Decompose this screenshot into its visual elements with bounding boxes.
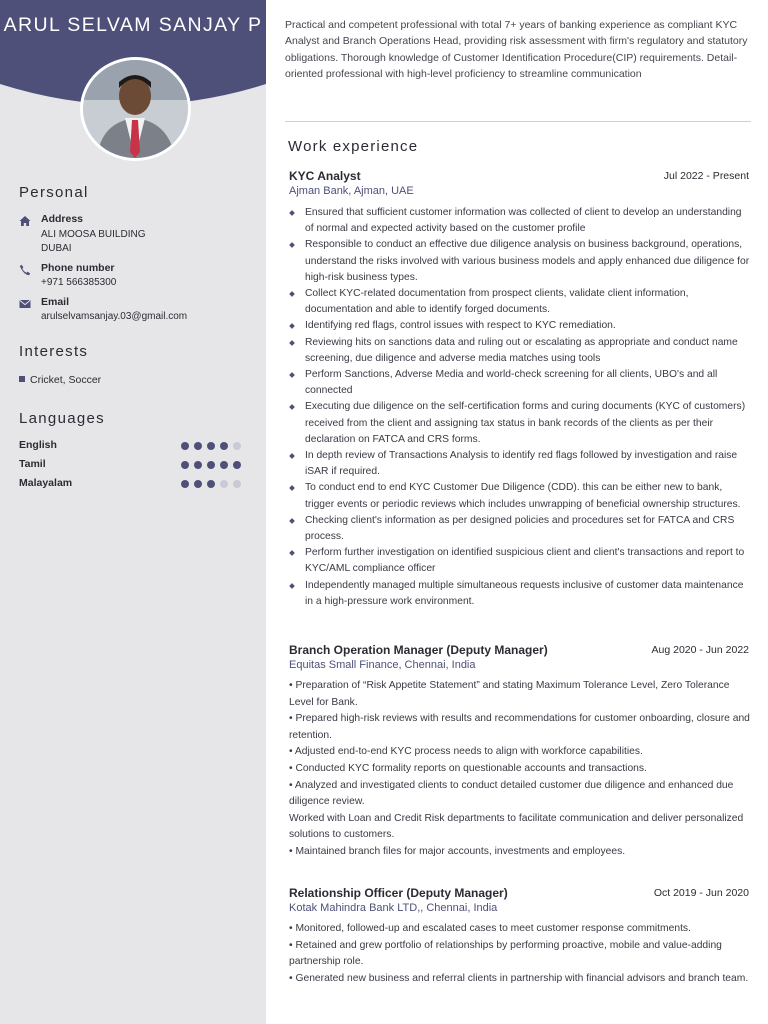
address-line-2: DUBAI xyxy=(41,243,72,254)
list-item: Ensured that sufficient customer information was collected of client to develop an understanding of normal and expected activity based on the customer profile xyxy=(289,205,751,237)
level-dot-filled xyxy=(207,461,215,469)
list-item: Perform further investigation on identified suspicious client and client's transactions and report to KYC/AML compliance officer xyxy=(289,545,751,577)
candidate-name: ARUL SELVAM SANJAY P xyxy=(3,14,263,36)
address-label: Address xyxy=(41,213,84,225)
list-item: • Maintained branch files for major accounts, investments and employees. xyxy=(289,845,626,857)
list-item: • Conducted KYC formality reports on questionable accounts and transactions. xyxy=(289,762,647,774)
list-item: Checking client's information as per designed policies and procedures set for FATCA and CRS process. xyxy=(289,513,751,545)
list-item: • Adjusted end-to-end KYC process needs to align with workforce capabilities. xyxy=(289,746,643,758)
list-item: • Preparation of “Risk Appetite Statement” and stating Maximum Tolerance Level, Zero Tolerance Level for Bank. xyxy=(289,680,730,708)
list-item: Independently managed multiple simultaneous requests inclusive of customer data maintenance in a high-pressure work environment. xyxy=(289,578,751,610)
interests-title: Interests xyxy=(19,343,89,360)
level-dot-empty xyxy=(220,480,228,488)
list-item: Perform Sanctions, Adverse Media and world-check screening for all clients, UBO's and all connected xyxy=(289,367,751,399)
job-title: KYC Analyst xyxy=(289,169,361,183)
level-dot-filled xyxy=(181,461,189,469)
job-bullets xyxy=(289,205,751,610)
job-description xyxy=(289,678,751,861)
list-item: Executing due diligence on the self-certification forms and curing documents (KYC of customers) received from the client and assigning tax status in bank records of the clients as per their declaration on FATCA and CRS forms. xyxy=(289,399,751,448)
diamond-bullet-icon xyxy=(289,324,295,330)
diamond-bullet-icon xyxy=(289,210,295,216)
diamond-bullet-icon xyxy=(289,291,295,297)
job-date: Aug 2020 - Jun 2022 xyxy=(651,644,749,656)
phone-value[interactable]: +971 566385300 xyxy=(41,277,117,288)
email-label: Email xyxy=(41,296,70,308)
list-item: In depth review of Transactions Analysis to identify red flags followed by investigation and raise iSAR if required. xyxy=(289,448,751,480)
main-content xyxy=(266,0,768,1024)
level-dot-filled xyxy=(181,480,189,488)
list-item: Responsible to conduct an effective due diligence analysis on business background, operations, understand the risks involved with various business models and apply enhanced due diligence for high-risk business types. xyxy=(289,237,751,286)
job-organization: Ajman Bank, Ajman, UAE xyxy=(289,185,414,197)
job-description xyxy=(289,921,751,987)
language-tamil xyxy=(19,458,241,472)
list-item: Collect KYC-related documentation from prospect clients, validate client information, documentation and able to identify forged documents. xyxy=(289,286,751,318)
diamond-bullet-icon xyxy=(289,583,295,589)
level-dot-filled xyxy=(233,461,241,469)
home-icon xyxy=(19,215,31,227)
profile-photo xyxy=(80,57,191,161)
job-title: Branch Operation Manager (Deputy Manager) xyxy=(289,643,548,657)
email-value[interactable]: arulselvamsanjay.03@gmail.com xyxy=(41,311,188,322)
language-english xyxy=(19,439,241,453)
bullet-square-icon xyxy=(19,376,25,382)
list-item: • Retained and grew portfolio of relationships by performing proactive, mobile and value-adding partnership role. xyxy=(289,939,722,968)
interest-text: Cricket, Soccer xyxy=(30,374,102,386)
level-dot-empty xyxy=(233,480,241,488)
level-dot-empty xyxy=(233,442,241,450)
level-dot-filled xyxy=(194,461,202,469)
job-date: Oct 2019 - Jun 2020 xyxy=(653,887,749,899)
job-date: Jul 2022 - Present xyxy=(663,170,749,182)
list-item: • Monitored, followed-up and escalated cases to meet customer response commitments. xyxy=(289,923,691,934)
work-experience-title: Work experience xyxy=(288,138,419,155)
list-item: Worked with Loan and Credit Risk departments to facilitate communication and deliver personalized solutions to customers. xyxy=(289,812,744,841)
diamond-bullet-icon xyxy=(289,550,295,556)
diamond-bullet-icon xyxy=(289,372,295,378)
sidebar xyxy=(0,0,266,1024)
list-item: Reviewing hits on sanctions data and ruling out or escalating as appropriate and conduct name screening, due diligence and adverse media matches using tools xyxy=(289,335,751,367)
level-dot-filled xyxy=(194,480,202,488)
profile-summary: Practical and competent professional with total 7+ years of banking experience as compliant KYC Analyst and Branch Operations Head, providing risk assessment with firm's regulatory and statutory obligations. Thorough knowledge of Customer Identification Procedure(CIP) requirements. Detail-oriented professional with high-level proficiency to streamline communication xyxy=(285,19,748,81)
language-malayalam xyxy=(19,477,241,491)
language-name: Tamil xyxy=(19,458,46,470)
language-name: English xyxy=(19,439,57,451)
phone-block xyxy=(19,262,259,292)
list-item: • Generated new business and referral clients in partnership with financial advisors and branch team. xyxy=(289,972,749,984)
phone-label: Phone number xyxy=(41,262,115,274)
list-item: • Prepared high-risk reviews with results and recommendations for customer onboarding, closure and retention. xyxy=(289,713,750,741)
language-name: Malayalam xyxy=(19,477,73,489)
level-dot-filled xyxy=(207,480,215,488)
divider xyxy=(285,121,751,122)
job-organization: Kotak Mahindra Bank LTD,, Chennai, India xyxy=(289,902,498,914)
level-dot-filled xyxy=(181,442,189,450)
language-level xyxy=(181,442,241,450)
diamond-bullet-icon xyxy=(289,340,295,346)
diamond-bullet-icon xyxy=(289,243,295,249)
level-dot-filled xyxy=(220,461,228,469)
interest-item xyxy=(19,374,101,386)
email-block xyxy=(19,296,259,326)
job-title: Relationship Officer (Deputy Manager) xyxy=(289,886,508,900)
languages-title: Languages xyxy=(19,410,105,427)
list-item: Identifying red flags, control issues with respect to KYC remediation. xyxy=(289,318,751,334)
language-level xyxy=(181,480,241,488)
mail-icon xyxy=(19,298,31,310)
list-item: To conduct end to end KYC Customer Due Diligence (CDD). this can be either new to bank, trigger events or periodic reviews which includes unwrapping of beneficial ownership structures. xyxy=(289,480,751,512)
diamond-bullet-icon xyxy=(289,405,295,411)
level-dot-filled xyxy=(207,442,215,450)
phone-icon xyxy=(19,264,31,276)
diamond-bullet-icon xyxy=(289,453,295,459)
language-level xyxy=(181,461,241,469)
level-dot-filled xyxy=(194,442,202,450)
level-dot-filled xyxy=(220,442,228,450)
job-organization: Equitas Small Finance, Chennai, India xyxy=(289,659,476,671)
list-item: • Analyzed and investigated clients to conduct detailed customer due diligence and enhanced due diligence review. xyxy=(289,779,734,808)
personal-title: Personal xyxy=(19,184,89,201)
address-block xyxy=(19,213,259,257)
address-line-1: ALI MOOSA BUILDING xyxy=(41,229,146,240)
diamond-bullet-icon xyxy=(289,486,295,492)
diamond-bullet-icon xyxy=(289,518,295,524)
